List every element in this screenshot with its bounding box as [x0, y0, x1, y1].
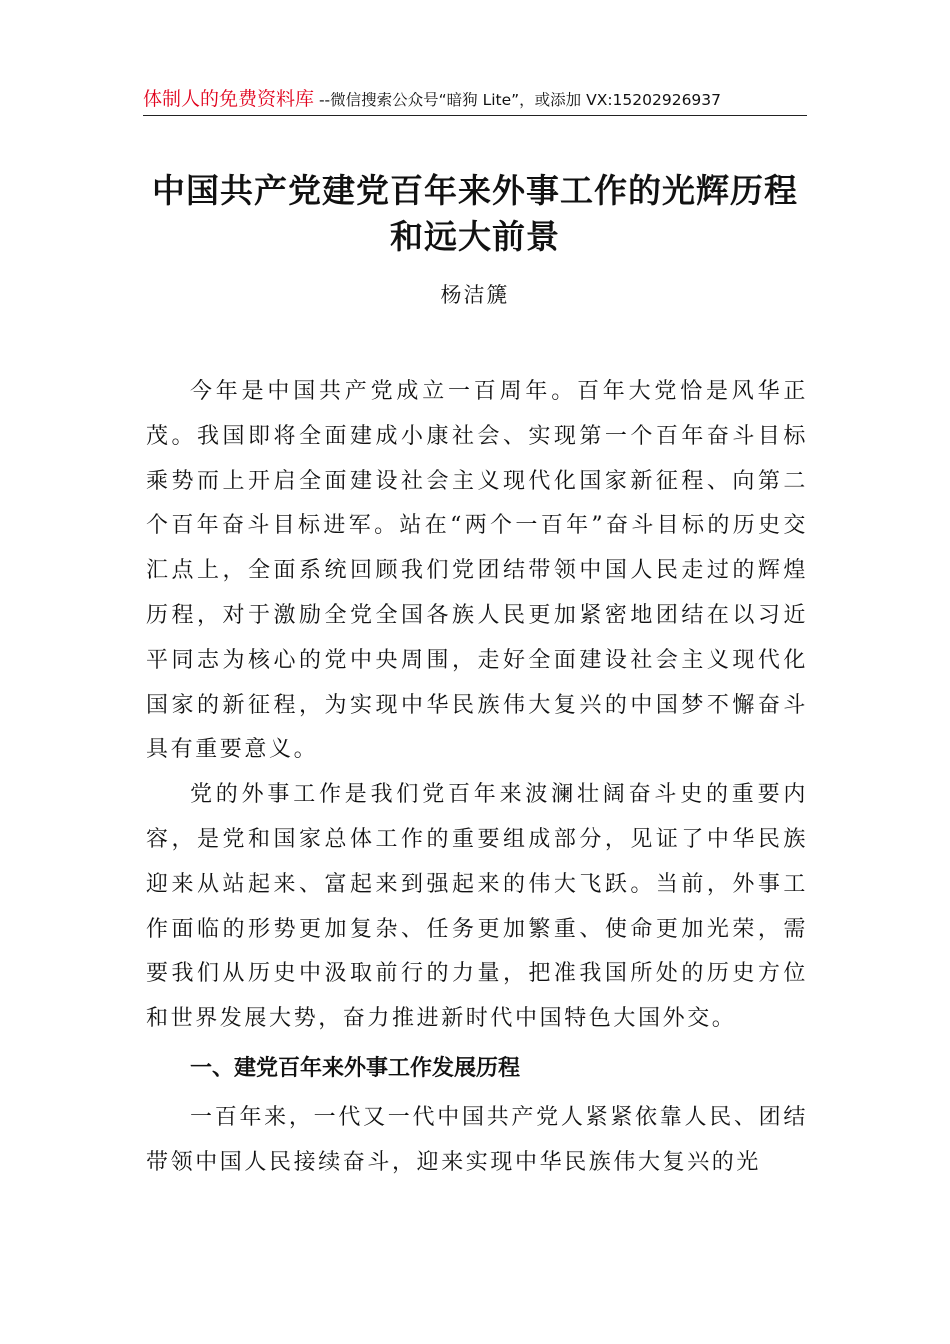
section-heading: 一、建党百年来外事工作发展历程 [190, 1055, 521, 1081]
paragraph-foreign-affairs: 党的外事工作是我们党百年来波澜壮阔奋斗史的重要内容，是党和国家总体工作的重要组成部分，见证了中华民族迎来从站起来、富起来到强起来的伟大飞跃。当前，外事工作面临的形势更加复杂、任务更加繁重、使命更加光荣，需要我们从历史中汲取前行的力量，把准我国所处的历史方位和世界发展大势，奋力推进新时代中国特色大国外交。 [146, 782, 808, 1032]
header-brand: 体制人的免费资料库 [143, 88, 315, 110]
paragraph-intro: 今年是中国共产党成立一百周年。百年大党恰是风华正茂。我国即将全面建成小康社会、实现第一个百年奋斗目标乘势而上开启全面建设社会主义现代化国家新征程、向第二个百年奋斗目标进军。站在“两个一百年”奋斗目标的历史交汇点上，全面系统回顾我们党团结带领中国人民走过的辉煌历程，对于激励全党全国各族人民更加紧密地团结在以习近平同志为核心的党中央周围，走好全面建设社会主义现代化国家的新征程，为实现中华民族伟大复兴的中国梦不懈奋斗具有重要意义。 [146, 379, 808, 763]
page-header [143, 84, 807, 114]
author-name: 杨洁篪 [440, 283, 510, 307]
header-subtitle: --微信搜索公众号“暗狗 Lite”，或添加 VX:15202926937 [314, 91, 722, 109]
section-paragraph: 一百年来，一代又一代中国共产党人紧紧依靠人民、团结带领中国人民接续奋斗，迎来实现中华民族伟大复兴的光 [146, 1104, 808, 1175]
header-divider [143, 115, 807, 116]
document-title: 中国共产党建党百年来外事工作的光辉历程和远大前景 [152, 171, 798, 256]
document-body [146, 370, 808, 1186]
